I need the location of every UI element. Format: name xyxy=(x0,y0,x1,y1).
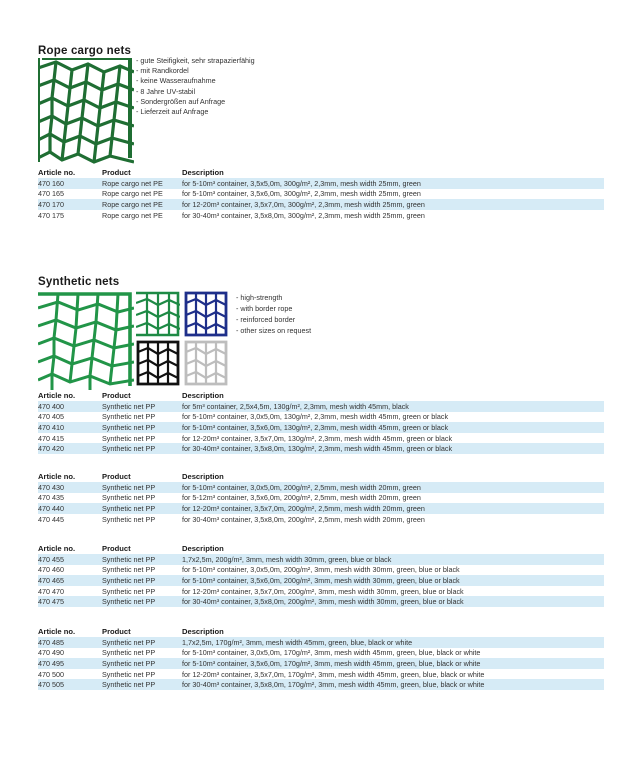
table-header-row xyxy=(38,543,604,554)
table-row xyxy=(38,596,604,607)
column-header-article: Article no. xyxy=(38,627,76,636)
feature-item: - 8 Jahre UV-stabil xyxy=(136,86,196,96)
feature-item: - reinforced border xyxy=(236,315,296,324)
table-header-row xyxy=(38,626,604,637)
table-row xyxy=(38,565,604,576)
product-cell: Synthetic net PP xyxy=(102,658,182,669)
description-cell: 1,7x2,5m, 170g/m², 3mm, mesh width 45mm, green, blue, black or white xyxy=(182,637,604,648)
article-cell: 470 420 xyxy=(38,443,102,454)
article-cell: 470 500 xyxy=(38,669,64,679)
product-cell: Synthetic net PP xyxy=(102,514,156,524)
article-cell: 470 445 xyxy=(38,514,64,524)
product-cell: Synthetic net PP xyxy=(102,669,156,679)
table-row xyxy=(38,493,604,504)
product-cell: Rope cargo net PE xyxy=(102,210,163,220)
product-cell: Synthetic net PP xyxy=(102,575,182,586)
article-cell: 470 435 xyxy=(38,493,64,503)
column-header-product: Product xyxy=(102,472,131,481)
product-cell: Synthetic net PP xyxy=(102,493,156,503)
description-cell: for 12-20m³ container, 3,5x7,0m, 200g/m², 3mm, mesh width 30mm, green, blue or black xyxy=(182,586,464,596)
product-cell: Rope cargo net PE xyxy=(102,199,182,210)
description-cell: for 5m³ container, 2,5x4,5m, 130g/m², 2,3mm, mesh width 45mm, black xyxy=(182,401,604,412)
article-cell: 470 455 xyxy=(38,554,102,565)
column-header-description: Description xyxy=(182,544,224,553)
description-cell: for 5-10m³ container, 3,5x6,0m, 200g/m², 3mm, mesh width 30mm, green, blue or black xyxy=(182,575,604,586)
article-cell: 470 400 xyxy=(38,401,102,412)
product-cell: Synthetic net PP xyxy=(102,443,182,454)
feature-item: - keine Wasseraufnahme xyxy=(136,76,216,86)
feature-item: - other sizes on request xyxy=(236,326,312,335)
column-header-article: Article no. xyxy=(38,391,76,400)
description-cell: for 30-40m³ container, 3,5x8,0m, 200g/m², 2,5mm, mesh width 20mm, green xyxy=(182,514,425,524)
column-header-description: Description xyxy=(182,168,224,177)
table-header-row xyxy=(38,167,604,178)
article-cell: 470 505 xyxy=(38,679,102,690)
synthetic-net-black-image xyxy=(136,340,180,386)
feature-item: - with border rope xyxy=(236,304,293,313)
feature-item: - gute Steifigkeit, sehr strapazierfähig xyxy=(136,56,255,65)
section-title-rope-cargo-nets: Rope cargo nets xyxy=(38,45,132,57)
table-row xyxy=(38,679,604,690)
article-cell: 470 175 xyxy=(38,210,64,220)
product-cell: Synthetic net PP xyxy=(102,482,182,493)
product-cell: Synthetic net PP xyxy=(102,637,182,648)
table-row xyxy=(38,443,604,454)
table-row xyxy=(38,648,604,659)
feature-item: - Sondergrößen auf Anfrage xyxy=(136,96,226,106)
table-row xyxy=(38,575,604,586)
description-cell: for 5-10m³ container, 3,0x5,0m, 200g/m², 2,5mm, mesh width 20mm, green xyxy=(182,482,604,493)
product-cell: Synthetic net PP xyxy=(102,503,182,514)
table-row xyxy=(38,189,604,200)
column-header-article: Article no. xyxy=(38,168,76,177)
description-cell: 1,7x2,5m, 200g/m², 3mm, mesh width 30mm, green, blue or black xyxy=(182,554,604,565)
article-cell: 470 170 xyxy=(38,199,102,210)
synthetic-net-table-2 xyxy=(38,471,604,524)
description-cell: for 5-12m³ container, 3,5x6,0m, 200g/m², 2,5mm, mesh width 20mm, green xyxy=(182,493,421,503)
column-header-product: Product xyxy=(102,627,131,636)
article-cell: 470 470 xyxy=(38,586,64,596)
description-cell: for 5-10m³ container, 3,5x6,0m, 300g/m², 2,3mm, mesh width 25mm, green xyxy=(182,189,421,199)
description-cell: for 12-20m³ container, 3,5x7,0m, 300g/m², 2,3mm, mesh width 25mm, green xyxy=(182,199,604,210)
synthetic-net-table-4 xyxy=(38,626,604,690)
product-cell: Synthetic net PP xyxy=(102,401,182,412)
description-cell: for 30-40m³ container, 3,5x8,0m, 130g/m², 2,3mm, mesh width 45mm, green or black xyxy=(182,443,604,454)
description-cell: for 12-20m³ container, 3,5x7,0m, 170g/m², 3mm, mesh width 45mm, green, blue, black or white xyxy=(182,669,485,679)
article-cell: 470 475 xyxy=(38,596,102,607)
rope-cargo-net-image xyxy=(38,58,134,166)
article-cell: 470 440 xyxy=(38,503,102,514)
table-header-row xyxy=(38,471,604,482)
table-row xyxy=(38,401,604,412)
feature-item: - high-strength xyxy=(236,293,283,302)
product-cell: Synthetic net PP xyxy=(102,412,156,422)
table-row xyxy=(38,482,604,493)
table-row xyxy=(38,178,604,189)
article-cell: 470 415 xyxy=(38,433,64,443)
product-cell: Synthetic net PP xyxy=(102,596,182,607)
article-cell: 470 485 xyxy=(38,637,102,648)
feature-item: - Lieferzeit auf Anfrage xyxy=(136,107,209,117)
product-cell: Synthetic net PP xyxy=(102,586,156,596)
article-cell: 470 430 xyxy=(38,482,102,493)
synthetic-net-green-large-image xyxy=(38,292,134,390)
rope-cargo-table xyxy=(38,167,604,220)
description-cell: for 5-10m³ container, 3,5x5,0m, 300g/m², 2,3mm, mesh width 25mm, green xyxy=(182,178,604,189)
table-row xyxy=(38,669,604,680)
column-header-description: Description xyxy=(182,627,224,636)
column-header-description: Description xyxy=(182,391,224,400)
article-cell: 470 160 xyxy=(38,178,102,189)
synthetic-net-table-1 xyxy=(38,390,604,454)
product-cell: Synthetic net PP xyxy=(102,554,182,565)
column-header-product: Product xyxy=(102,391,131,400)
column-header-article: Article no. xyxy=(38,472,76,481)
article-cell: 470 490 xyxy=(38,648,64,658)
article-cell: 470 165 xyxy=(38,189,64,199)
table-row xyxy=(38,199,604,210)
synthetic-net-white-image xyxy=(184,340,228,386)
synthetic-net-table-3 xyxy=(38,543,604,607)
table-row xyxy=(38,412,604,423)
synthetic-net-green-small-image xyxy=(136,291,180,337)
description-cell: for 30-40m³ container, 3,5x8,0m, 170g/m², 3mm, mesh width 45mm, green, blue, black or white xyxy=(182,679,604,690)
description-cell: for 5-10m³ container, 3,0x5,0m, 200g/m², 3mm, mesh width 30mm, green, blue or black xyxy=(182,565,460,575)
article-cell: 470 495 xyxy=(38,658,102,669)
feature-item: - mit Randkordel xyxy=(136,66,189,76)
product-cell: Synthetic net PP xyxy=(102,565,156,575)
description-cell: for 5-10m³ container, 3,5x6,0m, 130g/m², 2,3mm, mesh width 45mm, green or black xyxy=(182,422,604,433)
column-header-article: Article no. xyxy=(38,544,76,553)
column-header-description: Description xyxy=(182,472,224,481)
article-cell: 470 460 xyxy=(38,565,64,575)
description-cell: for 30-40m³ container, 3,5x8,0m, 300g/m², 2,3mm, mesh width 25mm, green xyxy=(182,210,425,220)
description-cell: for 5-10m³ container, 3,5x6,0m, 170g/m², 3mm, mesh width 45mm, green, blue, black or white xyxy=(182,658,604,669)
product-cell: Synthetic net PP xyxy=(102,648,156,658)
table-row xyxy=(38,503,604,514)
synthetic-features-list xyxy=(236,292,311,336)
rope-cargo-features-list xyxy=(136,56,255,117)
table-row xyxy=(38,586,604,597)
column-header-product: Product xyxy=(102,168,131,177)
column-header-product: Product xyxy=(102,544,131,553)
product-cell: Rope cargo net PE xyxy=(102,189,163,199)
product-cell: Synthetic net PP xyxy=(102,433,156,443)
table-header-row xyxy=(38,390,604,401)
table-row xyxy=(38,514,604,525)
table-row xyxy=(38,422,604,433)
table-row xyxy=(38,433,604,444)
product-cell: Synthetic net PP xyxy=(102,422,182,433)
description-cell: for 12-20m³ container, 3,5x7,0m, 130g/m², 2,3mm, mesh width 45mm, green or black xyxy=(182,433,453,443)
table-row xyxy=(38,637,604,648)
description-cell: for 5-10m³ container, 3,0x5,0m, 130g/m², 2,3mm, mesh width 45mm, green or black xyxy=(182,412,449,422)
table-row xyxy=(38,554,604,565)
synthetic-net-blue-image xyxy=(184,291,228,337)
description-cell: for 5-10m³ container, 3,0x5,0m, 170g/m², 3mm, mesh width 45mm, green, blue, black or white xyxy=(182,648,481,658)
description-cell: for 30-40m³ container, 3,5x8,0m, 200g/m², 3mm, mesh width 30mm, green, blue or black xyxy=(182,596,604,607)
article-cell: 470 465 xyxy=(38,575,102,586)
table-row xyxy=(38,658,604,669)
section-title-synthetic-nets: Synthetic nets xyxy=(38,276,120,288)
table-row xyxy=(38,210,604,221)
description-cell: for 12-20m³ container, 3,5x7,0m, 200g/m², 2,5mm, mesh width 20mm, green xyxy=(182,503,604,514)
article-cell: 470 410 xyxy=(38,422,102,433)
product-cell: Rope cargo net PE xyxy=(102,178,182,189)
article-cell: 470 405 xyxy=(38,412,64,422)
product-cell: Synthetic net PP xyxy=(102,679,182,690)
